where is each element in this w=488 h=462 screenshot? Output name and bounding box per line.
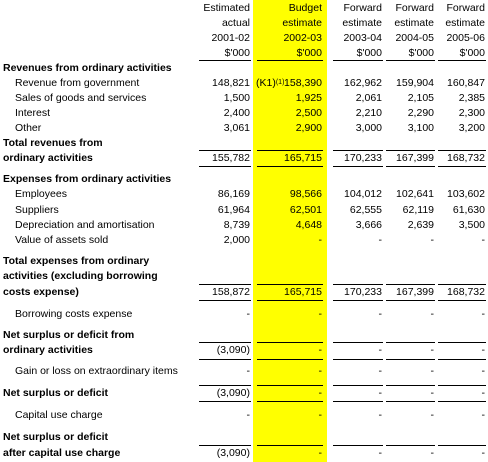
header-forward-estimate-2004-05-line-3: 2004-05: [395, 32, 434, 44]
table-row: [0, 364, 488, 379]
footnote-marker: [256, 76, 284, 91]
total-top-rule: [438, 342, 486, 343]
cell-forward-estimate-2005-06: -: [481, 365, 485, 377]
cell-estimated-actual-2001-02: 148,821: [212, 77, 250, 89]
cell-forward-estimate-2004-05: -: [430, 387, 434, 399]
cell-forward-estimate-2003-04: 170,233: [344, 286, 382, 298]
cell-budget-estimate-2002-03: 98,566: [289, 188, 322, 200]
cell-forward-estimate-2005-06: 3,500: [458, 219, 485, 231]
cell-forward-estimate-2005-06: 103,602: [447, 188, 485, 200]
cell-forward-estimate-2004-05: 167,399: [396, 286, 434, 298]
cell-forward-estimate-2005-06: 61,630: [452, 204, 485, 216]
total-top-rule: [333, 445, 383, 446]
cell-forward-estimate-2003-04: 3,666: [355, 219, 382, 231]
cell-budget-estimate-2002-03: 2,500: [295, 107, 322, 119]
total-top-rule: [199, 342, 251, 343]
footnote-ref: (K1): [256, 77, 276, 89]
header-underline: [386, 60, 435, 61]
cell-budget-estimate-2002-03: 158,390: [284, 77, 322, 89]
cell-estimated-actual-2001-02: 61,964: [217, 204, 250, 216]
table-row: [0, 430, 488, 445]
header-budget-estimate-2002-03-line-3: 2002-03: [283, 32, 322, 44]
total-top-rule: [333, 284, 383, 285]
cell-budget-estimate-2002-03: -: [318, 365, 322, 377]
total-top-rule: [333, 150, 383, 151]
cell-forward-estimate-2003-04: 170,233: [344, 152, 382, 164]
cell-forward-estimate-2005-06: 168,732: [447, 286, 485, 298]
row-label: Revenue from government: [15, 77, 140, 89]
cell-estimated-actual-2001-02: 86,169: [217, 188, 250, 200]
row-label: Gain or loss on extraordinary items: [15, 365, 178, 377]
cell-forward-estimate-2003-04: -: [378, 234, 382, 246]
table-row: [0, 187, 488, 202]
total-bottom-rule: [438, 300, 486, 301]
table-row: [0, 446, 488, 461]
row-label: Total expenses from ordinary: [3, 255, 150, 267]
total-bottom-rule: [386, 359, 435, 360]
cell-forward-estimate-2005-06: -: [481, 234, 485, 246]
cell-estimated-actual-2001-02: 8,739: [223, 219, 250, 231]
total-bottom-rule: [438, 401, 486, 402]
header-estimated-actual-2001-02-line-3: 2001-02: [211, 32, 250, 44]
header-estimated-actual-2001-02-line-4: $'000: [224, 47, 250, 59]
row-label: after capital use charge: [3, 447, 121, 459]
cell-forward-estimate-2005-06: 3,200: [458, 122, 485, 134]
total-bottom-rule: [386, 166, 435, 167]
cell-estimated-actual-2001-02: -: [246, 308, 250, 320]
cell-forward-estimate-2005-06: -: [481, 308, 485, 320]
row-label: Net surplus or deficit: [3, 387, 109, 399]
table-row: [0, 218, 488, 233]
total-top-rule: [257, 385, 323, 386]
table-row: [0, 203, 488, 218]
cell-forward-estimate-2003-04: -: [378, 447, 382, 459]
cell-forward-estimate-2003-04: -: [378, 308, 382, 320]
cell-forward-estimate-2005-06: -: [481, 387, 485, 399]
total-top-rule: [257, 150, 323, 151]
total-bottom-rule: [333, 359, 383, 360]
cell-forward-estimate-2003-04: 62,555: [349, 204, 382, 216]
cell-budget-estimate-2002-03: -: [318, 234, 322, 246]
cell-estimated-actual-2001-02: 2,000: [223, 234, 250, 246]
cell-estimated-actual-2001-02: (3,090): [216, 344, 250, 356]
total-top-rule: [438, 385, 486, 386]
cell-budget-estimate-2002-03: 2,900: [295, 122, 322, 134]
row-label: Suppliers: [15, 204, 59, 216]
header-forward-estimate-2003-04-line-3: 2003-04: [343, 32, 382, 44]
table-row: [0, 328, 488, 343]
total-top-rule: [199, 445, 251, 446]
total-bottom-rule: [257, 166, 323, 167]
table-row: [0, 233, 488, 248]
cell-budget-estimate-2002-03: -: [318, 409, 322, 421]
table-row: [0, 343, 488, 358]
cell-forward-estimate-2005-06: 2,300: [458, 107, 485, 119]
cell-forward-estimate-2004-05: 167,399: [396, 152, 434, 164]
row-label: Borrowing costs expense: [15, 308, 133, 320]
cell-estimated-actual-2001-02: 158,872: [212, 286, 250, 298]
row-label: Value of assets sold: [15, 234, 109, 246]
cell-forward-estimate-2004-05: 102,641: [396, 188, 434, 200]
cell-budget-estimate-2002-03: -: [318, 387, 322, 399]
total-top-rule: [333, 342, 383, 343]
cell-budget-estimate-2002-03: -: [318, 308, 322, 320]
table-row: [0, 386, 488, 401]
cell-forward-estimate-2004-05: -: [430, 447, 434, 459]
row-label: Expenses from ordinary activities: [3, 173, 172, 185]
cell-estimated-actual-2001-02: 155,782: [212, 152, 250, 164]
header-forward-estimate-2005-06-line-4: $'000: [459, 47, 485, 59]
total-top-rule: [257, 284, 323, 285]
header-budget-estimate-2002-03-line-4: $'000: [296, 47, 322, 59]
header-forward-estimate-2003-04-line-2: estimate: [342, 17, 382, 29]
total-top-rule: [257, 342, 323, 343]
cell-budget-estimate-2002-03: 165,715: [284, 286, 322, 298]
header-budget-estimate-2002-03-line-2: estimate: [282, 17, 322, 29]
header-budget-estimate-2002-03-line-1: Budget: [288, 2, 322, 14]
table-row: [0, 76, 488, 91]
cell-forward-estimate-2005-06: -: [481, 344, 485, 356]
total-bottom-rule: [386, 401, 435, 402]
total-top-rule: [386, 445, 435, 446]
total-top-rule: [386, 284, 435, 285]
header-forward-estimate-2003-04-line-1: Forward: [343, 2, 382, 14]
cell-estimated-actual-2001-02: (3,090): [216, 387, 250, 399]
header-underline: [333, 60, 383, 61]
row-label: Total revenues from: [3, 137, 103, 149]
row-label: ordinary activities: [3, 152, 93, 164]
row-label: Net surplus or deficit: [3, 431, 109, 443]
cell-forward-estimate-2003-04: 2,061: [355, 92, 382, 104]
cell-estimated-actual-2001-02: -: [246, 409, 250, 421]
row-label: Employees: [15, 188, 67, 200]
header-underline: [438, 60, 486, 61]
total-bottom-rule: [438, 166, 486, 167]
row-label: activities (excluding borrowing: [3, 270, 158, 282]
total-bottom-rule: [257, 401, 323, 402]
header-forward-estimate-2004-05-line-2: estimate: [394, 17, 434, 29]
total-bottom-rule: [438, 359, 486, 360]
total-top-rule: [386, 385, 435, 386]
row-label: costs expense): [3, 286, 79, 298]
total-bottom-rule: [257, 359, 323, 360]
table-row: [0, 285, 488, 300]
table-row: [0, 254, 488, 269]
total-top-rule: [199, 284, 251, 285]
total-bottom-rule: [257, 300, 323, 301]
cell-forward-estimate-2003-04: 3,000: [355, 122, 382, 134]
cell-estimated-actual-2001-02: 1,500: [223, 92, 250, 104]
row-label: Revenues from ordinary activities: [3, 62, 172, 74]
total-top-rule: [438, 150, 486, 151]
cell-forward-estimate-2004-05: 159,904: [396, 77, 434, 89]
header-estimated-actual-2001-02-line-2: actual: [221, 17, 250, 29]
total-top-rule: [438, 445, 486, 446]
cell-forward-estimate-2003-04: -: [378, 387, 382, 399]
cell-forward-estimate-2004-05: 62,119: [402, 204, 434, 216]
total-top-rule: [333, 385, 383, 386]
total-bottom-rule: [333, 300, 383, 301]
row-label: Capital use charge: [15, 409, 103, 421]
cell-budget-estimate-2002-03: -: [318, 447, 322, 459]
row-label: Other: [15, 122, 42, 134]
header-forward-estimate-2003-04-line-4: $'000: [356, 47, 382, 59]
header-forward-estimate-2005-06-line-1: Forward: [446, 2, 485, 14]
total-top-rule: [438, 284, 486, 285]
footnote-superscript: (1): [275, 79, 285, 86]
cell-forward-estimate-2005-06: -: [481, 447, 485, 459]
table-row: [0, 408, 488, 423]
cell-budget-estimate-2002-03: 4,648: [295, 219, 322, 231]
total-bottom-rule: [386, 300, 435, 301]
row-label: ordinary activities: [3, 344, 93, 356]
table-row: [0, 307, 488, 322]
cell-budget-estimate-2002-03: 165,715: [284, 152, 322, 164]
row-label: Sales of goods and services: [15, 92, 147, 104]
header-estimated-actual-2001-02-line-1: Estimated: [203, 2, 250, 14]
cell-forward-estimate-2005-06: 2,385: [458, 92, 485, 104]
cell-budget-estimate-2002-03: 62,501: [289, 204, 322, 216]
total-top-rule: [199, 385, 251, 386]
cell-forward-estimate-2004-05: 3,100: [407, 122, 434, 134]
row-label: Interest: [15, 107, 51, 119]
table-row: [0, 136, 488, 151]
cell-estimated-actual-2001-02: -: [246, 365, 250, 377]
total-top-rule: [257, 445, 323, 446]
total-top-rule: [199, 150, 251, 151]
table-row: [0, 172, 488, 187]
cell-forward-estimate-2004-05: 2,105: [407, 92, 434, 104]
cell-forward-estimate-2005-06: -: [481, 409, 485, 421]
cell-forward-estimate-2004-05: -: [430, 234, 434, 246]
total-bottom-rule: [333, 166, 383, 167]
cell-forward-estimate-2003-04: -: [378, 365, 382, 377]
total-bottom-rule: [199, 300, 251, 301]
header-forward-estimate-2005-06-line-3: 2005-06: [446, 32, 485, 44]
cell-forward-estimate-2005-06: 168,732: [447, 152, 485, 164]
cell-budget-estimate-2002-03: 1,925: [295, 92, 322, 104]
cell-estimated-actual-2001-02: 3,061: [223, 122, 250, 134]
header-forward-estimate-2004-05-line-4: $'000: [408, 47, 434, 59]
total-bottom-rule: [199, 359, 251, 360]
cell-forward-estimate-2003-04: 104,012: [344, 188, 382, 200]
total-bottom-rule: [199, 401, 251, 402]
header-underline: [257, 60, 323, 61]
table-row: [0, 106, 488, 121]
header-underline: [199, 60, 251, 61]
row-label: Net surplus or deficit from: [3, 329, 135, 341]
cell-forward-estimate-2004-05: -: [430, 344, 434, 356]
cell-forward-estimate-2003-04: -: [378, 344, 382, 356]
total-top-rule: [386, 342, 435, 343]
table-row: [0, 121, 488, 136]
table-row: [0, 61, 488, 76]
total-bottom-rule: [199, 166, 251, 167]
row-label: Depreciation and amortisation: [15, 219, 155, 231]
cell-forward-estimate-2003-04: 162,962: [344, 77, 382, 89]
cell-forward-estimate-2005-06: 160,847: [447, 77, 485, 89]
total-top-rule: [386, 150, 435, 151]
cell-budget-estimate-2002-03: -: [318, 344, 322, 356]
cell-forward-estimate-2003-04: -: [378, 409, 382, 421]
cell-forward-estimate-2004-05: 2,290: [407, 107, 434, 119]
table-row: [0, 269, 488, 284]
cell-estimated-actual-2001-02: 2,400: [223, 107, 250, 119]
cell-forward-estimate-2004-05: -: [430, 308, 434, 320]
cell-forward-estimate-2004-05: -: [430, 365, 434, 377]
cell-forward-estimate-2004-05: -: [430, 409, 434, 421]
cell-estimated-actual-2001-02: (3,090): [216, 447, 250, 459]
total-bottom-rule: [333, 401, 383, 402]
header-forward-estimate-2004-05-line-1: Forward: [395, 2, 434, 14]
cell-forward-estimate-2004-05: 2,639: [407, 219, 434, 231]
table-row: [0, 151, 488, 166]
header-forward-estimate-2005-06-line-2: estimate: [445, 17, 485, 29]
cell-forward-estimate-2003-04: 2,210: [355, 107, 382, 119]
table-row: [0, 91, 488, 106]
